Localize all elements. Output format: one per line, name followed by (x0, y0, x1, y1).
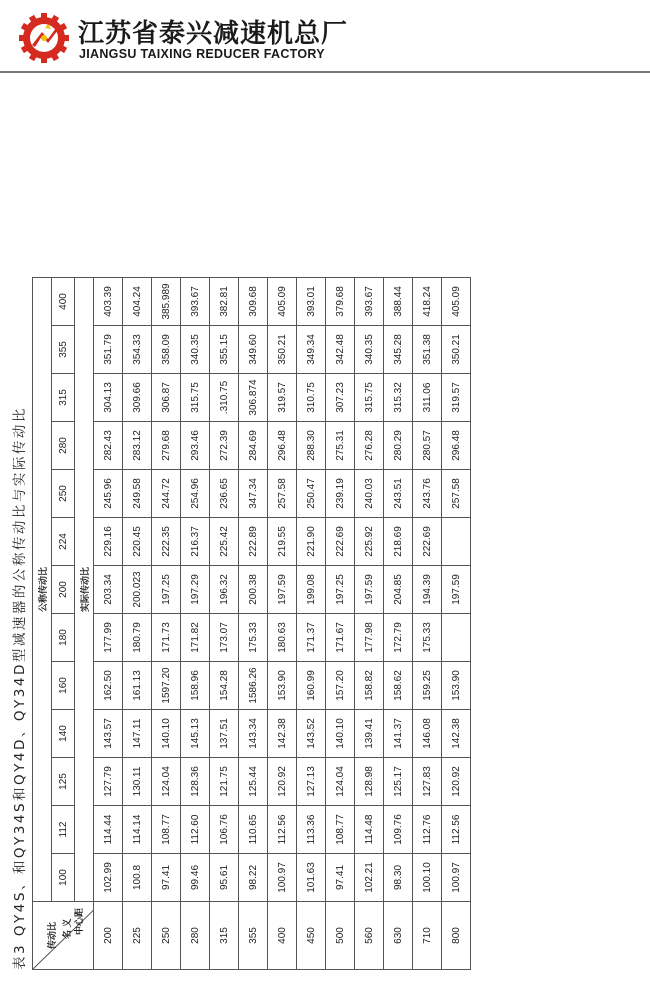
actual-ratio-cell: 114.48 (355, 806, 384, 854)
center-distance-cell: 560 (355, 902, 384, 970)
actual-ratio-cell: 249.58 (123, 470, 152, 518)
actual-ratio-cell: 100.10 (413, 854, 442, 902)
actual-ratio-cell: 127.13 (297, 758, 326, 806)
actual-ratio-cell: 315.75 (181, 374, 210, 422)
header-row-actual-label (75, 278, 94, 970)
nominal-ratio-cell: 315 (52, 374, 75, 422)
rotated-table-area (8, 90, 638, 970)
actual-ratio-cell: 280.29 (384, 422, 413, 470)
actual-ratio-cell: 124.04 (326, 758, 355, 806)
actual-ratio-cell: 388.44 (384, 278, 413, 326)
actual-ratio-cell: 393.67 (181, 278, 210, 326)
actual-ratio-cell: 171.73 (152, 614, 181, 662)
actual-ratio-cell: 275.31 (326, 422, 355, 470)
actual-ratio-cell: 112.56 (442, 806, 471, 854)
actual-ratio-cell: 101.63 (297, 854, 326, 902)
company-name-cn: 江苏省泰兴减速机总厂 (78, 19, 349, 49)
actual-ratio-cell: 159.25 (413, 662, 442, 710)
table-row (123, 278, 152, 970)
actual-ratio-cell: 102.21 (355, 854, 384, 902)
nominal-ratio-cell: 140 (52, 710, 75, 758)
actual-ratio-cell: 143.57 (94, 710, 123, 758)
actual-ratio-cell: 351.38 (413, 326, 442, 374)
actual-ratio-cell: 219.55 (268, 518, 297, 566)
actual-ratio-cell: 218.69 (384, 518, 413, 566)
actual-ratio-cell: 382.81 (210, 278, 239, 326)
nominal-ratio-cell: 400 (52, 278, 75, 326)
actual-ratio-cell: 140.10 (326, 710, 355, 758)
actual-ratio-cell: 284.69 (239, 422, 268, 470)
actual-ratio-cell: 110.65 (239, 806, 268, 854)
actual-ratio-cell: 272.39 (210, 422, 239, 470)
header-divider (0, 71, 650, 73)
actual-ratio-cell: 279.68 (152, 422, 181, 470)
actual-ratio-cell: 197.25 (152, 566, 181, 614)
actual-ratio-cell: 162.50 (94, 662, 123, 710)
actual-ratio-cell: 127.83 (413, 758, 442, 806)
actual-ratio-cell: 157.20 (326, 662, 355, 710)
actual-ratio-cell: 139.41 (355, 710, 384, 758)
actual-ratio-cell: 309.66 (123, 374, 152, 422)
nominal-ratio-cell: 180 (52, 614, 75, 662)
actual-ratio-cell: 239.19 (326, 470, 355, 518)
actual-ratio-cell: 379.68 (326, 278, 355, 326)
actual-ratio-cell: 200.023 (123, 566, 152, 614)
actual-ratio-cell: 114.44 (94, 806, 123, 854)
actual-ratio-cell: 296.48 (268, 422, 297, 470)
actual-ratio-cell: .310.75 (210, 374, 239, 422)
actual-ratio-cell: 250.47 (297, 470, 326, 518)
table-row (413, 278, 442, 970)
actual-ratio-cell: 222.69 (413, 518, 442, 566)
actual-ratio-cell: 160.99 (297, 662, 326, 710)
actual-ratio-cell: 112.60 (181, 806, 210, 854)
actual-ratio-cell: 340.35 (355, 326, 384, 374)
actual-ratio-cell: 200.38 (239, 566, 268, 614)
actual-ratio-cell: 158.62 (384, 662, 413, 710)
table-row (239, 278, 268, 970)
actual-ratio-cell: 350.21 (442, 326, 471, 374)
nominal-ratio-cell: 125 (52, 758, 75, 806)
actual-ratio-cell: 140.10 (152, 710, 181, 758)
actual-ratio-cell: 141.37 (384, 710, 413, 758)
actual-ratio-cell: 351.79 (94, 326, 123, 374)
center-distance-cell: 225 (123, 902, 152, 970)
center-distance-cell: 315 (210, 902, 239, 970)
actual-ratio-cell: 319.57 (442, 374, 471, 422)
actual-ratio-cell: 196.32 (210, 566, 239, 614)
actual-ratio-cell: 125.17 (384, 758, 413, 806)
actual-ratio-cell: 405.09 (268, 278, 297, 326)
nominal-ratio-cell: 355 (52, 326, 75, 374)
actual-ratio-cell: 127.79 (94, 758, 123, 806)
actual-ratio-cell: 358.09 (152, 326, 181, 374)
actual-ratio-cell: 98.30 (384, 854, 413, 902)
table-row (355, 278, 384, 970)
nominal-ratio-cell: 160 (52, 662, 75, 710)
actual-ratio-cell: 171.67 (326, 614, 355, 662)
header-row-nominal-label (33, 278, 52, 970)
actual-ratio-cell: 319.57 (268, 374, 297, 422)
actual-ratio-cell: 125.44 (239, 758, 268, 806)
actual-ratio-cell: 112.56 (268, 806, 297, 854)
actual-ratio-cell: 128.98 (355, 758, 384, 806)
actual-ratio-cell: 296.48 (442, 422, 471, 470)
center-distance-cell: 630 (384, 902, 413, 970)
actual-ratio-cell: 161.13 (123, 662, 152, 710)
actual-ratio-cell: 106.76 (210, 806, 239, 854)
actual-ratio-cell: 153.90 (442, 662, 471, 710)
actual-ratio-cell: 121.75 (210, 758, 239, 806)
center-distance-cell: 400 (268, 902, 297, 970)
nominal-ratio-label: 公称传动比 (33, 278, 52, 902)
actual-ratio-cell: 173.07 (210, 614, 239, 662)
actual-ratio-cell: 349.60 (239, 326, 268, 374)
page-header (0, 0, 650, 75)
actual-ratio-cell: 257.58 (442, 470, 471, 518)
actual-ratio-cell: 347.34 (239, 470, 268, 518)
actual-ratio-cell: 222.69 (326, 518, 355, 566)
actual-ratio-cell: 220.45 (123, 518, 152, 566)
actual-ratio-cell: 257.58 (268, 470, 297, 518)
center-distance-cell: 200 (94, 902, 123, 970)
actual-ratio-cell: 124.04 (152, 758, 181, 806)
actual-ratio-cell: 194.39 (413, 566, 442, 614)
actual-ratio-cell: 288.30 (297, 422, 326, 470)
center-distance-cell: 500 (326, 902, 355, 970)
actual-ratio-cell: 102.99 (94, 854, 123, 902)
actual-ratio-cell: 304.13 (94, 374, 123, 422)
corner-label-ratio: 传动比 (47, 922, 57, 950)
actual-ratio-cell (442, 518, 471, 566)
actual-ratio-cell: 306.87 (152, 374, 181, 422)
actual-ratio-cell: 354.33 (123, 326, 152, 374)
actual-ratio-cell: 112.76 (413, 806, 442, 854)
actual-ratio-cell: 350.21 (268, 326, 297, 374)
actual-ratio-cell: 95.61 (210, 854, 239, 902)
actual-ratio-cell: 130.11 (123, 758, 152, 806)
actual-ratio-cell: 153.90 (268, 662, 297, 710)
actual-ratio-cell: 177.98 (355, 614, 384, 662)
nominal-ratio-cell: 100 (52, 854, 75, 902)
actual-ratio-cell: 158.82 (355, 662, 384, 710)
actual-ratio-cell: 143.52 (297, 710, 326, 758)
actual-ratio-cell: 315.32 (384, 374, 413, 422)
table-row (384, 278, 413, 970)
table-row (442, 278, 471, 970)
actual-ratio-cell: 171.37 (297, 614, 326, 662)
table-row (326, 278, 355, 970)
actual-ratio-cell: 404.24 (123, 278, 152, 326)
actual-ratio-cell: 172.79 (384, 614, 413, 662)
company-logo-icon (18, 12, 70, 64)
actual-ratio-cell: 405.09 (442, 278, 471, 326)
actual-ratio-cell: 197.59 (442, 566, 471, 614)
actual-ratio-cell: 142.38 (442, 710, 471, 758)
actual-ratio-cell: 345.28 (384, 326, 413, 374)
actual-ratio-cell: 97.41 (152, 854, 181, 902)
center-distance-cell: 450 (297, 902, 326, 970)
actual-ratio-cell: 199.08 (297, 566, 326, 614)
actual-ratio-cell: 154.28 (210, 662, 239, 710)
actual-ratio-cell: 203.34 (94, 566, 123, 614)
actual-ratio-cell: 355.15 (210, 326, 239, 374)
actual-ratio-cell: 236.65 (210, 470, 239, 518)
actual-ratio-cell: 244.72 (152, 470, 181, 518)
actual-ratio-cell: 197.25 (326, 566, 355, 614)
actual-ratio-cell: 340.35 (181, 326, 210, 374)
actual-ratio-cell: 180.63 (268, 614, 297, 662)
actual-ratio-cell: 229.16 (94, 518, 123, 566)
actual-ratio-cell: 310.75 (297, 374, 326, 422)
actual-ratio-cell: 280.57 (413, 422, 442, 470)
actual-ratio-cell: 142.38 (268, 710, 297, 758)
actual-ratio-cell: 145.13 (181, 710, 210, 758)
actual-ratio-cell: 99.46 (181, 854, 210, 902)
actual-ratio-cell: 109.76 (384, 806, 413, 854)
actual-ratio-cell: 147.11 (123, 710, 152, 758)
actual-ratio-cell: 197.29 (181, 566, 210, 614)
actual-ratio-cell: 97.41 (326, 854, 355, 902)
actual-ratio-cell: 222.89 (239, 518, 268, 566)
table-row (297, 278, 326, 970)
actual-ratio-cell: 113.36 (297, 806, 326, 854)
actual-ratio-cell: 180.79 (123, 614, 152, 662)
table-row (94, 278, 123, 970)
actual-ratio-cell: 418.24 (413, 278, 442, 326)
actual-ratio-cell: 403.39 (94, 278, 123, 326)
center-distance-cell: 250 (152, 902, 181, 970)
corner-label-center-distance: 中心距 (74, 907, 84, 935)
corner-label-nominal: 名 义 (62, 918, 72, 939)
nominal-ratio-cell: 280 (52, 422, 75, 470)
nominal-ratio-cell: 200 (52, 566, 75, 614)
actual-ratio-cell: 128.36 (181, 758, 210, 806)
actual-ratio-cell: 114.14 (123, 806, 152, 854)
actual-ratio-cell: 254.96 (181, 470, 210, 518)
actual-ratio-cell: 393.01 (297, 278, 326, 326)
actual-ratio-cell: 98.22 (239, 854, 268, 902)
actual-ratio-cell: 100.8 (123, 854, 152, 902)
actual-ratio-cell: 216.37 (181, 518, 210, 566)
actual-ratio-cell (442, 614, 471, 662)
actual-ratio-cell: 243.51 (384, 470, 413, 518)
actual-ratio-cell: 158.96 (181, 662, 210, 710)
actual-ratio-cell: 177.99 (94, 614, 123, 662)
actual-ratio-cell: 221.90 (297, 518, 326, 566)
center-distance-cell: 280 (181, 902, 210, 970)
corner-header-cell (33, 902, 94, 970)
center-distance-cell: 355 (239, 902, 268, 970)
actual-ratio-cell: 342.48 (326, 326, 355, 374)
nominal-ratio-cell: 250 (52, 470, 75, 518)
actual-ratio-cell: 108.77 (326, 806, 355, 854)
table-caption: 表3 QY4S、和QY34S和QY4D、QY34D型减速器的公称传动比与实际传动比 (12, 406, 28, 970)
actual-ratio-cell: 1597.20 (152, 662, 181, 710)
nominal-ratio-cell: 112 (52, 806, 75, 854)
actual-ratio-cell: 1586.26 (239, 662, 268, 710)
actual-ratio-cell: 306.874 (239, 374, 268, 422)
actual-ratio-cell: 240.03 (355, 470, 384, 518)
actual-ratio-cell: 245.96 (94, 470, 123, 518)
actual-ratio-cell: 120.92 (442, 758, 471, 806)
center-distance-cell: 710 (413, 902, 442, 970)
actual-ratio-cell: 108.77 (152, 806, 181, 854)
actual-ratio-cell: 393.67 (355, 278, 384, 326)
actual-ratio-cell: 143.34 (239, 710, 268, 758)
actual-ratio-cell: 100.97 (268, 854, 297, 902)
actual-ratio-cell: 120.92 (268, 758, 297, 806)
actual-ratio-cell: 311.06 (413, 374, 442, 422)
actual-ratio-cell: 100.97 (442, 854, 471, 902)
actual-ratio-cell: 293.46 (181, 422, 210, 470)
table-row (181, 278, 210, 970)
actual-ratio-cell: 243.76 (413, 470, 442, 518)
actual-ratio-cell: 283.12 (123, 422, 152, 470)
actual-ratio-cell: 175.33 (239, 614, 268, 662)
actual-ratio-cell: 225.42 (210, 518, 239, 566)
actual-ratio-cell: 204.85 (384, 566, 413, 614)
company-name-en: JIANGSU TAIXING REDUCER FACTORY (79, 47, 325, 61)
actual-ratio-cell: 276.28 (355, 422, 384, 470)
actual-ratio-cell: 282.43 (94, 422, 123, 470)
actual-ratio-cell: 222.35 (152, 518, 181, 566)
table-row (268, 278, 297, 970)
actual-ratio-cell: 309.68 (239, 278, 268, 326)
actual-ratio-cell: 315.75 (355, 374, 384, 422)
center-distance-cell: 800 (442, 902, 471, 970)
nominal-ratio-cell: 224 (52, 518, 75, 566)
actual-ratio-cell: 349.34 (297, 326, 326, 374)
actual-ratio-cell: 137.51 (210, 710, 239, 758)
actual-ratio-cell: 197.59 (355, 566, 384, 614)
table-row (210, 278, 239, 970)
actual-ratio-cell: 146.08 (413, 710, 442, 758)
ratio-table (32, 277, 471, 970)
actual-ratio-cell: 197.59 (268, 566, 297, 614)
actual-ratio-cell: 225.92 (355, 518, 384, 566)
actual-ratio-cell: 171.82 (181, 614, 210, 662)
header-row-nominal-values (52, 278, 75, 970)
table-row (152, 278, 181, 970)
actual-ratio-label: 实际传动比 (75, 278, 94, 902)
actual-ratio-cell: 175.33 (413, 614, 442, 662)
actual-ratio-cell: 385.989 (152, 278, 181, 326)
actual-ratio-cell: 307.23 (326, 374, 355, 422)
